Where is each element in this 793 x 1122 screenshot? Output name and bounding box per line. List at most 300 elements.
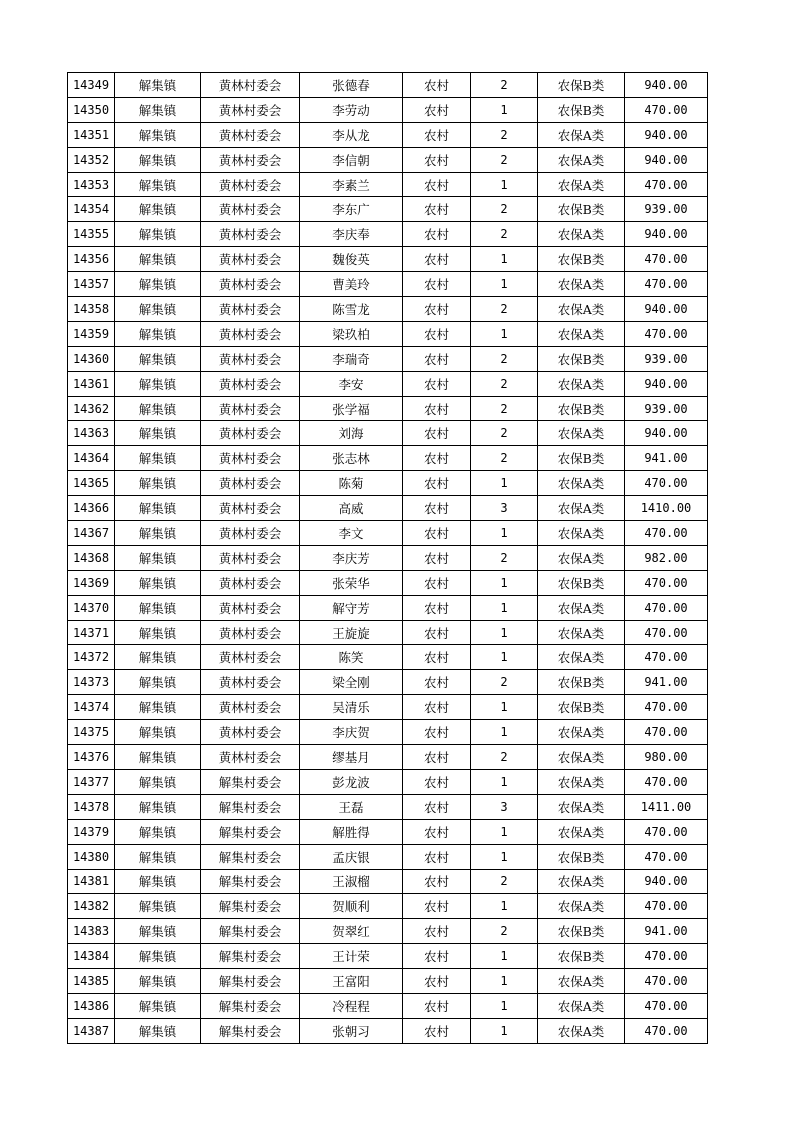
name-cell: 李庆芳: [300, 545, 403, 570]
table-row: [68, 346, 708, 371]
household-type-cell: 农村: [403, 272, 471, 297]
town-cell: 解集镇: [115, 197, 201, 222]
table-row: [68, 620, 708, 645]
table-row: [68, 247, 708, 272]
household-type-cell: 农村: [403, 794, 471, 819]
household-type-cell: 农村: [403, 720, 471, 745]
people-count-cell: 1: [471, 1018, 538, 1043]
table-row: [68, 794, 708, 819]
household-type-cell: 农村: [403, 944, 471, 969]
amount-cell: 940.00: [625, 147, 708, 172]
record-id-cell: 14380: [68, 844, 115, 869]
amount-cell: 940.00: [625, 122, 708, 147]
insurance-category-cell: 农保A类: [538, 122, 625, 147]
town-cell: 解集镇: [115, 993, 201, 1018]
record-id-cell: 14356: [68, 247, 115, 272]
record-id-cell: 14354: [68, 197, 115, 222]
amount-cell: 470.00: [625, 720, 708, 745]
village-committee-cell: 黄林村委会: [201, 247, 300, 272]
town-cell: 解集镇: [115, 670, 201, 695]
village-committee-cell: 黄林村委会: [201, 670, 300, 695]
town-cell: 解集镇: [115, 97, 201, 122]
village-committee-cell: 解集村委会: [201, 969, 300, 994]
village-committee-cell: 黄林村委会: [201, 346, 300, 371]
household-type-cell: 农村: [403, 396, 471, 421]
name-cell: 贺翠红: [300, 919, 403, 944]
town-cell: 解集镇: [115, 371, 201, 396]
household-type-cell: 农村: [403, 247, 471, 272]
amount-cell: 470.00: [625, 521, 708, 546]
village-committee-cell: 黄林村委会: [201, 197, 300, 222]
record-id-cell: 14360: [68, 346, 115, 371]
village-committee-cell: 黄林村委会: [201, 521, 300, 546]
name-cell: 曹美玲: [300, 272, 403, 297]
amount-cell: 470.00: [625, 595, 708, 620]
town-cell: 解集镇: [115, 969, 201, 994]
record-id-cell: 14382: [68, 894, 115, 919]
amount-cell: 470.00: [625, 819, 708, 844]
people-count-cell: 1: [471, 695, 538, 720]
record-id-cell: 14364: [68, 446, 115, 471]
people-count-cell: 2: [471, 371, 538, 396]
insurance-category-cell: 农保A类: [538, 869, 625, 894]
people-count-cell: 1: [471, 620, 538, 645]
name-cell: 王旋旋: [300, 620, 403, 645]
amount-cell: 940.00: [625, 73, 708, 98]
record-id-cell: 14374: [68, 695, 115, 720]
insurance-category-cell: 农保B类: [538, 197, 625, 222]
insurance-category-cell: 农保A类: [538, 496, 625, 521]
record-id-cell: 14350: [68, 97, 115, 122]
record-id-cell: 14371: [68, 620, 115, 645]
household-type-cell: 农村: [403, 969, 471, 994]
table-row: [68, 222, 708, 247]
village-committee-cell: 解集村委会: [201, 844, 300, 869]
insurance-category-cell: 农保B类: [538, 247, 625, 272]
people-count-cell: 1: [471, 570, 538, 595]
insurance-category-cell: 农保A类: [538, 794, 625, 819]
name-cell: 李素兰: [300, 172, 403, 197]
people-count-cell: 3: [471, 496, 538, 521]
name-cell: 李瑞奇: [300, 346, 403, 371]
household-type-cell: 农村: [403, 346, 471, 371]
record-id-cell: 14373: [68, 670, 115, 695]
amount-cell: 470.00: [625, 969, 708, 994]
people-count-cell: 1: [471, 993, 538, 1018]
village-committee-cell: 黄林村委会: [201, 297, 300, 322]
village-committee-cell: 解集村委会: [201, 869, 300, 894]
household-type-cell: 农村: [403, 421, 471, 446]
household-type-cell: 农村: [403, 745, 471, 770]
table-row: [68, 272, 708, 297]
people-count-cell: 2: [471, 869, 538, 894]
table-row: [68, 844, 708, 869]
table-row: [68, 297, 708, 322]
people-count-cell: 1: [471, 247, 538, 272]
table-row: [68, 371, 708, 396]
people-count-cell: 1: [471, 819, 538, 844]
name-cell: 吴清乐: [300, 695, 403, 720]
people-count-cell: 2: [471, 670, 538, 695]
amount-cell: 470.00: [625, 272, 708, 297]
table-row: [68, 172, 708, 197]
insurance-category-cell: 农保B类: [538, 346, 625, 371]
household-type-cell: 农村: [403, 197, 471, 222]
record-id-cell: 14385: [68, 969, 115, 994]
village-committee-cell: 黄林村委会: [201, 570, 300, 595]
name-cell: 李东广: [300, 197, 403, 222]
name-cell: 王富阳: [300, 969, 403, 994]
village-committee-cell: 黄林村委会: [201, 172, 300, 197]
village-committee-cell: 黄林村委会: [201, 272, 300, 297]
record-id-cell: 14362: [68, 396, 115, 421]
household-type-cell: 农村: [403, 1018, 471, 1043]
name-cell: 李文: [300, 521, 403, 546]
insurance-category-cell: 农保A类: [538, 720, 625, 745]
record-id-cell: 14365: [68, 471, 115, 496]
amount-cell: 470.00: [625, 993, 708, 1018]
town-cell: 解集镇: [115, 645, 201, 670]
insurance-category-cell: 农保B类: [538, 919, 625, 944]
table-row: [68, 496, 708, 521]
table-row: [68, 969, 708, 994]
household-type-cell: 农村: [403, 695, 471, 720]
name-cell: 李信朝: [300, 147, 403, 172]
household-type-cell: 农村: [403, 620, 471, 645]
table-row: [68, 819, 708, 844]
record-id-cell: 14349: [68, 73, 115, 98]
record-id-cell: 14378: [68, 794, 115, 819]
amount-cell: 470.00: [625, 321, 708, 346]
village-committee-cell: 解集村委会: [201, 919, 300, 944]
insurance-category-cell: 农保A类: [538, 222, 625, 247]
people-count-cell: 2: [471, 73, 538, 98]
name-cell: 解胜得: [300, 819, 403, 844]
people-count-cell: 1: [471, 471, 538, 496]
amount-cell: 1411.00: [625, 794, 708, 819]
amount-cell: 940.00: [625, 222, 708, 247]
table-row: [68, 919, 708, 944]
name-cell: 李庆贺: [300, 720, 403, 745]
village-committee-cell: 黄林村委会: [201, 73, 300, 98]
village-committee-cell: 解集村委会: [201, 819, 300, 844]
amount-cell: 940.00: [625, 371, 708, 396]
record-id-cell: 14361: [68, 371, 115, 396]
amount-cell: 941.00: [625, 446, 708, 471]
name-cell: 解守芳: [300, 595, 403, 620]
amount-cell: 470.00: [625, 97, 708, 122]
insurance-category-cell: 农保A类: [538, 1018, 625, 1043]
town-cell: 解集镇: [115, 769, 201, 794]
people-count-cell: 1: [471, 769, 538, 794]
household-type-cell: 农村: [403, 97, 471, 122]
village-committee-cell: 黄林村委会: [201, 496, 300, 521]
household-type-cell: 农村: [403, 894, 471, 919]
name-cell: 梁全刚: [300, 670, 403, 695]
table-row: [68, 595, 708, 620]
people-count-cell: 2: [471, 745, 538, 770]
people-count-cell: 1: [471, 944, 538, 969]
people-count-cell: 2: [471, 222, 538, 247]
table-row: [68, 645, 708, 670]
town-cell: 解集镇: [115, 396, 201, 421]
people-count-cell: 1: [471, 272, 538, 297]
town-cell: 解集镇: [115, 496, 201, 521]
record-id-cell: 14351: [68, 122, 115, 147]
name-cell: 王计荣: [300, 944, 403, 969]
people-count-cell: 3: [471, 794, 538, 819]
name-cell: 张德春: [300, 73, 403, 98]
amount-cell: 940.00: [625, 297, 708, 322]
town-cell: 解集镇: [115, 122, 201, 147]
amount-cell: 941.00: [625, 919, 708, 944]
amount-cell: 939.00: [625, 396, 708, 421]
record-id-cell: 14384: [68, 944, 115, 969]
table-body: [68, 73, 708, 1044]
village-committee-cell: 解集村委会: [201, 993, 300, 1018]
village-committee-cell: 黄林村委会: [201, 222, 300, 247]
amount-cell: 470.00: [625, 1018, 708, 1043]
record-id-cell: 14381: [68, 869, 115, 894]
village-committee-cell: 黄林村委会: [201, 620, 300, 645]
amount-cell: 470.00: [625, 247, 708, 272]
household-type-cell: 农村: [403, 73, 471, 98]
table-row: [68, 321, 708, 346]
people-count-cell: 2: [471, 197, 538, 222]
insurance-category-cell: 农保A类: [538, 545, 625, 570]
people-count-cell: 1: [471, 321, 538, 346]
household-type-cell: 农村: [403, 919, 471, 944]
amount-cell: 470.00: [625, 620, 708, 645]
record-id-cell: 14379: [68, 819, 115, 844]
record-id-cell: 14377: [68, 769, 115, 794]
table-row: [68, 421, 708, 446]
people-count-cell: 2: [471, 545, 538, 570]
table-row: [68, 147, 708, 172]
town-cell: 解集镇: [115, 844, 201, 869]
household-type-cell: 农村: [403, 819, 471, 844]
town-cell: 解集镇: [115, 595, 201, 620]
name-cell: 王淑榴: [300, 869, 403, 894]
town-cell: 解集镇: [115, 147, 201, 172]
household-type-cell: 农村: [403, 147, 471, 172]
town-cell: 解集镇: [115, 794, 201, 819]
insurance-category-cell: 农保A类: [538, 297, 625, 322]
insurance-category-cell: 农保A类: [538, 819, 625, 844]
insurance-category-cell: 农保B类: [538, 570, 625, 595]
people-count-cell: 2: [471, 147, 538, 172]
household-type-cell: 农村: [403, 446, 471, 471]
insurance-category-cell: 农保B类: [538, 73, 625, 98]
record-id-cell: 14357: [68, 272, 115, 297]
table-row: [68, 570, 708, 595]
insurance-category-cell: 农保A类: [538, 272, 625, 297]
village-committee-cell: 黄林村委会: [201, 97, 300, 122]
insurance-category-cell: 农保B类: [538, 844, 625, 869]
people-count-cell: 2: [471, 396, 538, 421]
table-row: [68, 695, 708, 720]
household-type-cell: 农村: [403, 645, 471, 670]
town-cell: 解集镇: [115, 521, 201, 546]
record-id-cell: 14363: [68, 421, 115, 446]
town-cell: 解集镇: [115, 745, 201, 770]
household-type-cell: 农村: [403, 670, 471, 695]
record-id-cell: 14353: [68, 172, 115, 197]
amount-cell: 940.00: [625, 869, 708, 894]
town-cell: 解集镇: [115, 620, 201, 645]
people-count-cell: 1: [471, 521, 538, 546]
table-row: [68, 1018, 708, 1043]
amount-cell: 470.00: [625, 570, 708, 595]
town-cell: 解集镇: [115, 421, 201, 446]
table-row: [68, 745, 708, 770]
records-table: [67, 72, 708, 1044]
table-row: [68, 894, 708, 919]
record-id-cell: 14358: [68, 297, 115, 322]
table-row: [68, 993, 708, 1018]
name-cell: 李从龙: [300, 122, 403, 147]
village-committee-cell: 黄林村委会: [201, 122, 300, 147]
insurance-category-cell: 农保A类: [538, 894, 625, 919]
name-cell: 张荣华: [300, 570, 403, 595]
name-cell: 魏俊英: [300, 247, 403, 272]
amount-cell: 940.00: [625, 421, 708, 446]
table-row: [68, 396, 708, 421]
amount-cell: 941.00: [625, 670, 708, 695]
name-cell: 高威: [300, 496, 403, 521]
village-committee-cell: 解集村委会: [201, 794, 300, 819]
people-count-cell: 2: [471, 421, 538, 446]
village-committee-cell: 黄林村委会: [201, 720, 300, 745]
name-cell: 李安: [300, 371, 403, 396]
amount-cell: 470.00: [625, 172, 708, 197]
household-type-cell: 农村: [403, 844, 471, 869]
insurance-category-cell: 农保B类: [538, 446, 625, 471]
household-type-cell: 农村: [403, 993, 471, 1018]
town-cell: 解集镇: [115, 346, 201, 371]
name-cell: 张志林: [300, 446, 403, 471]
table-row: [68, 122, 708, 147]
name-cell: 陈菊: [300, 471, 403, 496]
table-row: [68, 471, 708, 496]
people-count-cell: 2: [471, 297, 538, 322]
people-count-cell: 2: [471, 346, 538, 371]
record-id-cell: 14352: [68, 147, 115, 172]
village-committee-cell: 黄林村委会: [201, 371, 300, 396]
village-committee-cell: 解集村委会: [201, 944, 300, 969]
amount-cell: 470.00: [625, 944, 708, 969]
household-type-cell: 农村: [403, 869, 471, 894]
village-committee-cell: 黄林村委会: [201, 421, 300, 446]
record-id-cell: 14383: [68, 919, 115, 944]
record-id-cell: 14387: [68, 1018, 115, 1043]
town-cell: 解集镇: [115, 321, 201, 346]
table-row: [68, 869, 708, 894]
town-cell: 解集镇: [115, 222, 201, 247]
insurance-category-cell: 农保A类: [538, 321, 625, 346]
insurance-category-cell: 农保A类: [538, 645, 625, 670]
people-count-cell: 1: [471, 645, 538, 670]
name-cell: 李庆奉: [300, 222, 403, 247]
household-type-cell: 农村: [403, 222, 471, 247]
record-id-cell: 14359: [68, 321, 115, 346]
record-id-cell: 14375: [68, 720, 115, 745]
household-type-cell: 农村: [403, 545, 471, 570]
village-committee-cell: 黄林村委会: [201, 645, 300, 670]
household-type-cell: 农村: [403, 769, 471, 794]
town-cell: 解集镇: [115, 720, 201, 745]
table-row: [68, 73, 708, 98]
insurance-category-cell: 农保A类: [538, 969, 625, 994]
name-cell: 梁玖柏: [300, 321, 403, 346]
household-type-cell: 农村: [403, 172, 471, 197]
amount-cell: 470.00: [625, 695, 708, 720]
village-committee-cell: 黄林村委会: [201, 446, 300, 471]
insurance-category-cell: 农保B类: [538, 670, 625, 695]
household-type-cell: 农村: [403, 321, 471, 346]
amount-cell: 470.00: [625, 894, 708, 919]
town-cell: 解集镇: [115, 570, 201, 595]
village-committee-cell: 解集村委会: [201, 894, 300, 919]
village-committee-cell: 解集村委会: [201, 1018, 300, 1043]
amount-cell: 939.00: [625, 346, 708, 371]
town-cell: 解集镇: [115, 919, 201, 944]
people-count-cell: 2: [471, 919, 538, 944]
people-count-cell: 1: [471, 97, 538, 122]
insurance-category-cell: 农保A类: [538, 371, 625, 396]
table-row: [68, 197, 708, 222]
village-committee-cell: 黄林村委会: [201, 471, 300, 496]
insurance-category-cell: 农保A类: [538, 521, 625, 546]
table-row: [68, 446, 708, 471]
name-cell: 缪基月: [300, 745, 403, 770]
village-committee-cell: 黄林村委会: [201, 745, 300, 770]
town-cell: 解集镇: [115, 894, 201, 919]
insurance-category-cell: 农保B类: [538, 97, 625, 122]
town-cell: 解集镇: [115, 869, 201, 894]
insurance-category-cell: 农保B类: [538, 944, 625, 969]
household-type-cell: 农村: [403, 521, 471, 546]
village-committee-cell: 黄林村委会: [201, 695, 300, 720]
name-cell: 张朝习: [300, 1018, 403, 1043]
table-row: [68, 545, 708, 570]
people-count-cell: 2: [471, 122, 538, 147]
insurance-category-cell: 农保B类: [538, 695, 625, 720]
amount-cell: 982.00: [625, 545, 708, 570]
name-cell: 李劳动: [300, 97, 403, 122]
insurance-category-cell: 农保A类: [538, 172, 625, 197]
town-cell: 解集镇: [115, 944, 201, 969]
town-cell: 解集镇: [115, 297, 201, 322]
people-count-cell: 2: [471, 446, 538, 471]
name-cell: 冷程程: [300, 993, 403, 1018]
household-type-cell: 农村: [403, 297, 471, 322]
village-committee-cell: 黄林村委会: [201, 595, 300, 620]
people-count-cell: 1: [471, 894, 538, 919]
town-cell: 解集镇: [115, 545, 201, 570]
insurance-category-cell: 农保A类: [538, 620, 625, 645]
name-cell: 陈笑: [300, 645, 403, 670]
town-cell: 解集镇: [115, 471, 201, 496]
town-cell: 解集镇: [115, 695, 201, 720]
town-cell: 解集镇: [115, 73, 201, 98]
household-type-cell: 农村: [403, 371, 471, 396]
household-type-cell: 农村: [403, 122, 471, 147]
name-cell: 彭龙波: [300, 769, 403, 794]
name-cell: 贺顺利: [300, 894, 403, 919]
record-id-cell: 14367: [68, 521, 115, 546]
amount-cell: 1410.00: [625, 496, 708, 521]
